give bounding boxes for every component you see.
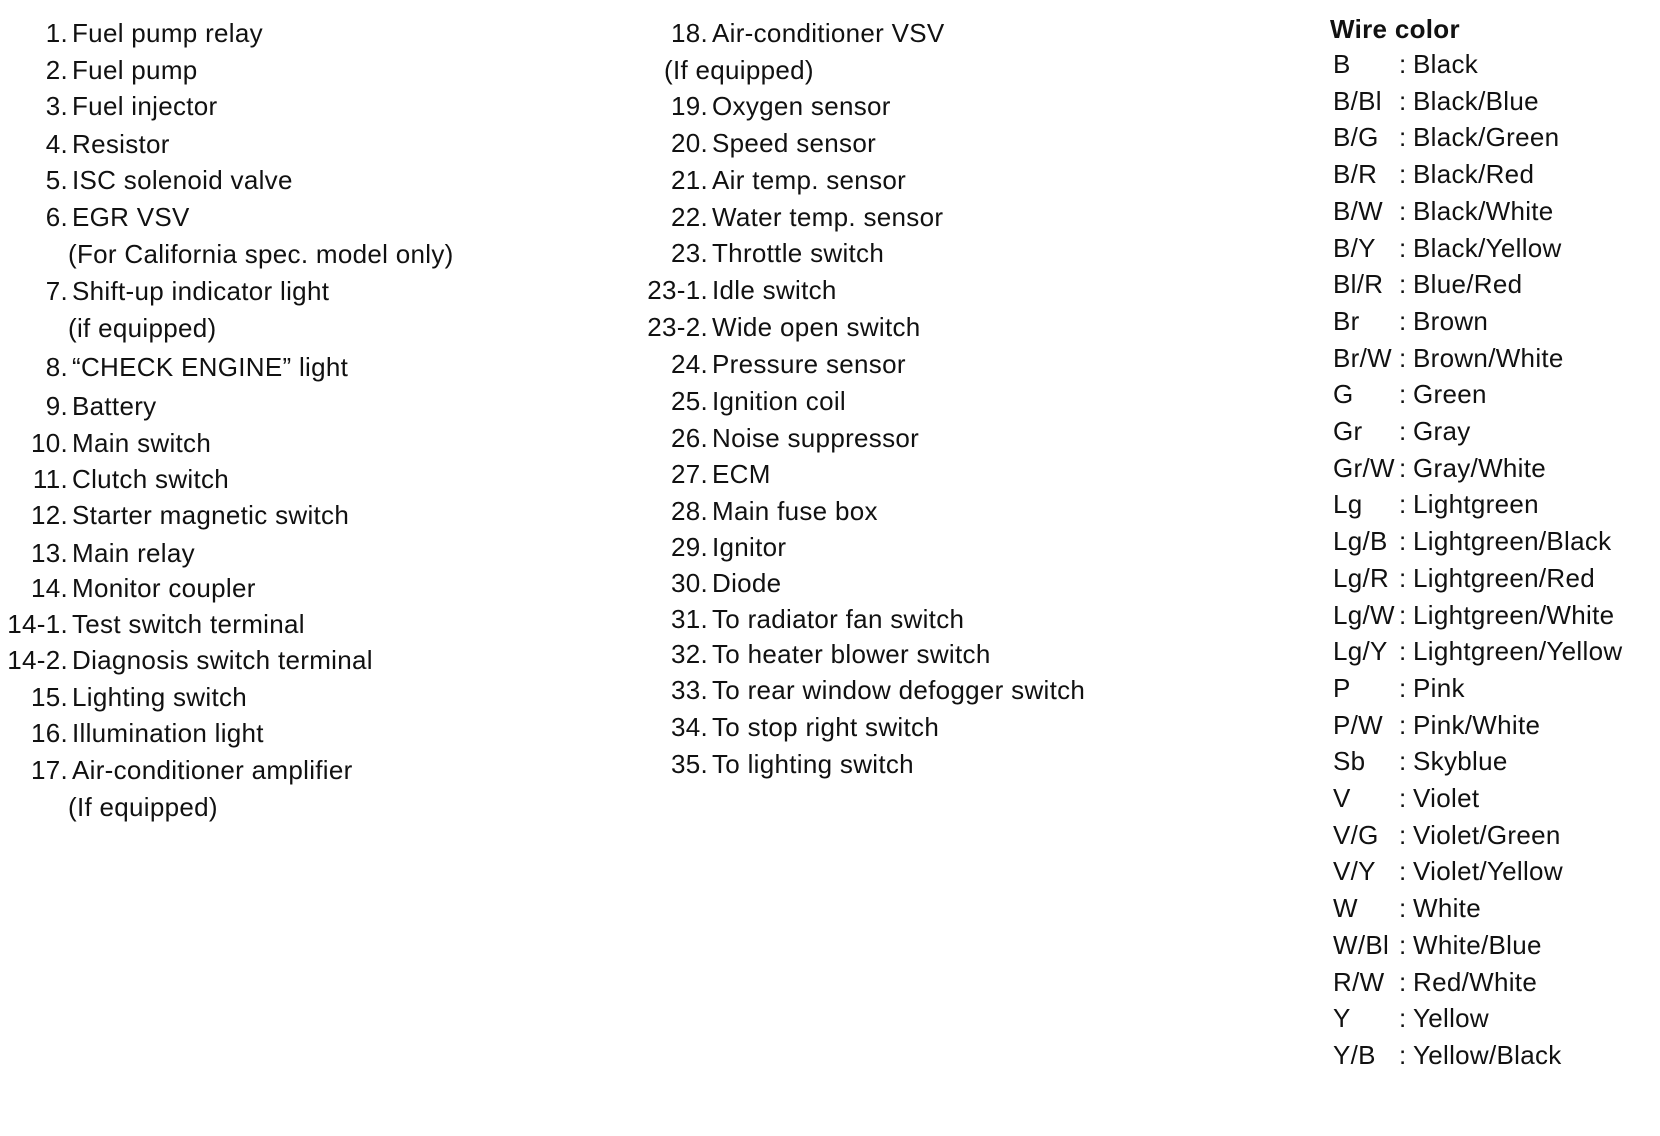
wire-color-separator: :: [1399, 929, 1407, 960]
wire-color-code: P: [1333, 672, 1351, 703]
wire-color-name: Black/White: [1413, 195, 1554, 226]
component-label: EGR VSV: [72, 202, 190, 232]
wire-color-name: Black/Yellow: [1413, 232, 1562, 263]
wire-color-separator: :: [1399, 746, 1407, 777]
component-label: Throttle switch: [712, 238, 885, 268]
wire-color-code: R/W: [1333, 966, 1385, 997]
wire-color-separator: :: [1399, 562, 1407, 593]
component-number: 3.: [45, 91, 68, 121]
component-number: 27.: [670, 459, 708, 489]
component-number: 35.: [670, 749, 708, 779]
component-label: Air temp. sensor: [712, 165, 907, 195]
component-number: 19.: [670, 91, 708, 121]
component-label: Test switch terminal: [72, 609, 305, 639]
component-label: Monitor coupler: [72, 573, 256, 603]
wire-color-separator: :: [1399, 85, 1407, 116]
wire-color-code: Bl/R: [1333, 269, 1384, 300]
component-number: 32.: [670, 639, 708, 669]
wire-color-separator: :: [1399, 489, 1407, 520]
component-label: Clutch switch: [72, 464, 230, 494]
wire-color-name: Gray: [1413, 416, 1471, 446]
wire-color-code: Lg/Y: [1333, 636, 1388, 667]
component-label: Fuel pump relay: [72, 18, 263, 48]
component-label: Diagnosis switch terminal: [72, 645, 373, 675]
component-label: Shift-up indicator light: [72, 276, 330, 306]
wire-color-separator: :: [1399, 452, 1407, 483]
component-number: 14-1.: [7, 609, 68, 639]
wire-color-name: Black: [1413, 49, 1479, 79]
wire-color-code: V/Y: [1333, 856, 1376, 887]
wire-color-name: Violet: [1413, 783, 1480, 813]
component-number: 23-1.: [647, 275, 708, 305]
wire-color-code: Y/B: [1333, 1039, 1376, 1070]
component-number: 14-2.: [7, 645, 68, 675]
wire-color-separator: :: [1399, 49, 1407, 79]
wire-color-name: Black/Green: [1413, 122, 1560, 153]
wire-color-separator: :: [1399, 342, 1407, 373]
wire-color-name: Lightgreen: [1413, 489, 1539, 520]
component-number: 7.: [45, 276, 68, 306]
wire-color-title: Wire color: [1330, 14, 1460, 44]
component-label: Main relay: [72, 538, 195, 568]
component-number: 10.: [30, 428, 68, 458]
component-note: (if equipped): [68, 313, 217, 343]
wire-color-code: B/W: [1333, 195, 1384, 226]
wire-color-name: Lightgreen/Red: [1413, 562, 1595, 593]
component-label: Air-conditioner amplifier: [72, 755, 353, 785]
component-label: Battery: [72, 391, 157, 421]
component-label: Water temp. sensor: [712, 202, 944, 232]
component-number: 1.: [45, 18, 68, 48]
wire-color-name: Brown: [1413, 305, 1489, 336]
component-number: 14.: [30, 573, 68, 603]
wire-color-code: B/Y: [1333, 232, 1376, 263]
wire-color-separator: :: [1399, 195, 1407, 226]
wire-color-name: Violet/Green: [1413, 819, 1561, 850]
wire-color-name: White/Blue: [1413, 929, 1542, 960]
wire-color-name: Lightgreen/Black: [1413, 526, 1612, 557]
component-number: 29.: [670, 532, 708, 562]
wire-color-code: Gr: [1333, 416, 1363, 446]
wire-color-code: Br/W: [1333, 342, 1392, 373]
component-number: 26.: [670, 423, 708, 453]
wire-color-name: Blue/Red: [1413, 269, 1523, 300]
component-label: Ignition coil: [712, 386, 846, 416]
wire-color-separator: :: [1399, 122, 1407, 153]
wire-color-separator: :: [1399, 966, 1407, 997]
component-number: 12.: [30, 500, 68, 530]
wire-color-code: B/Bl: [1333, 85, 1382, 116]
component-number: 33.: [670, 675, 708, 705]
wire-color-separator: :: [1399, 819, 1407, 850]
wire-color-separator: :: [1399, 709, 1407, 740]
wire-color-code: B: [1333, 49, 1351, 79]
component-note: (If equipped): [68, 792, 218, 822]
component-number: 23-2.: [647, 312, 708, 342]
wire-color-name: Gray/White: [1413, 452, 1547, 483]
component-note: (If equipped): [664, 55, 814, 85]
component-label: Pressure sensor: [712, 349, 906, 379]
wire-color-separator: :: [1399, 379, 1407, 410]
component-number: 31.: [670, 604, 708, 634]
wire-color-code: Br: [1333, 305, 1360, 336]
wire-color-name: Brown/White: [1413, 342, 1564, 373]
component-label: Idle switch: [712, 275, 837, 305]
component-label: To rear window defogger switch: [712, 675, 1086, 705]
component-label: Starter magnetic switch: [72, 500, 350, 530]
component-number: 2.: [45, 55, 68, 85]
component-label: Main switch: [72, 428, 212, 458]
component-label: Illumination light: [72, 718, 264, 748]
wire-color-name: Lightgreen/White: [1413, 599, 1615, 630]
component-number: 28.: [670, 496, 708, 526]
component-number: 22.: [670, 202, 708, 232]
component-label: ECM: [712, 459, 771, 489]
component-number: 11.: [32, 464, 68, 494]
component-number: 18.: [670, 18, 708, 48]
wire-color-separator: :: [1399, 636, 1407, 667]
wire-color-separator: :: [1399, 672, 1407, 703]
wire-color-code: V/G: [1333, 819, 1379, 850]
component-label: Lighting switch: [72, 682, 248, 712]
component-number: 4.: [45, 129, 68, 159]
wire-color-separator: :: [1399, 526, 1407, 557]
component-label: Ignitor: [712, 532, 787, 562]
wire-color-code: W: [1333, 893, 1358, 924]
component-number: 8.: [45, 352, 68, 382]
wire-color-name: Pink: [1413, 672, 1465, 703]
component-label: Speed sensor: [712, 128, 877, 158]
component-label: To radiator fan switch: [712, 604, 965, 634]
component-label: ISC solenoid valve: [72, 165, 293, 195]
component-number: 17.: [30, 755, 68, 785]
wire-color-code: Gr/W: [1333, 452, 1395, 483]
component-label: Fuel pump: [72, 55, 198, 85]
wire-color-name: Black/Blue: [1413, 85, 1539, 116]
wire-color-code: G: [1333, 379, 1354, 410]
wire-color-separator: :: [1399, 1003, 1407, 1034]
component-number: 24.: [670, 349, 708, 379]
component-label: To heater blower switch: [712, 639, 991, 669]
wire-color-separator: :: [1399, 416, 1407, 446]
component-label: Noise suppressor: [712, 423, 920, 453]
wire-color-separator: :: [1399, 269, 1407, 300]
wire-color-name: Skyblue: [1413, 746, 1508, 777]
wire-color-code: W/Bl: [1333, 929, 1390, 960]
component-label: Oxygen sensor: [712, 91, 891, 121]
component-label: To stop right switch: [712, 712, 940, 742]
component-number: 13.: [30, 538, 68, 568]
component-label: Air-conditioner VSV: [712, 18, 945, 48]
wire-color-name: Red/White: [1413, 966, 1538, 997]
wire-color-separator: :: [1399, 1039, 1407, 1070]
component-number: 21.: [670, 165, 708, 195]
wire-color-code: B/R: [1333, 159, 1378, 190]
component-number: 9.: [45, 391, 68, 421]
wire-color-name: White: [1413, 893, 1481, 924]
wire-color-separator: :: [1399, 305, 1407, 336]
wire-color-code: Lg/R: [1333, 562, 1390, 593]
wire-color-name: Yellow/Black: [1413, 1039, 1562, 1070]
wire-color-code: B/G: [1333, 122, 1379, 153]
component-number: 15.: [30, 682, 68, 712]
wire-color-code: Lg: [1333, 489, 1363, 520]
wire-color-name: Violet/Yellow: [1413, 856, 1563, 887]
wire-color-separator: :: [1399, 232, 1407, 263]
component-label: Diode: [712, 568, 782, 598]
component-label: Fuel injector: [72, 91, 218, 121]
component-number: 16.: [30, 718, 68, 748]
component-label: Resistor: [72, 129, 170, 159]
component-number: 23.: [670, 238, 708, 268]
wire-color-separator: :: [1399, 893, 1407, 924]
component-label: “CHECK ENGINE” light: [72, 352, 349, 382]
component-number: 5.: [45, 165, 68, 195]
component-number: 6.: [45, 202, 68, 232]
component-label: To lighting switch: [712, 749, 914, 779]
component-number: 20.: [670, 128, 708, 158]
wire-color-code: P/W: [1333, 709, 1384, 740]
wire-color-code: V: [1333, 783, 1351, 813]
wire-color-name: Yellow: [1413, 1003, 1490, 1034]
wire-color-name: Green: [1413, 379, 1487, 410]
wire-color-separator: :: [1399, 856, 1407, 887]
component-number: 30.: [670, 568, 708, 598]
wire-color-code: Y: [1333, 1003, 1351, 1034]
wire-color-name: Pink/White: [1413, 709, 1541, 740]
wire-color-code: Lg/W: [1333, 599, 1395, 630]
wire-color-separator: :: [1399, 783, 1407, 813]
component-note: (For California spec. model only): [68, 239, 454, 269]
component-label: Main fuse box: [712, 496, 878, 526]
wire-color-separator: :: [1399, 599, 1407, 630]
component-number: 34.: [670, 712, 708, 742]
component-number: 25.: [670, 386, 708, 416]
wire-color-code: Lg/B: [1333, 526, 1388, 557]
wire-color-code: Sb: [1333, 746, 1366, 777]
component-label: Wide open switch: [712, 312, 921, 342]
wire-color-separator: :: [1399, 159, 1407, 190]
wire-color-name: Black/Red: [1413, 159, 1535, 190]
wire-color-name: Lightgreen/Yellow: [1413, 636, 1623, 667]
